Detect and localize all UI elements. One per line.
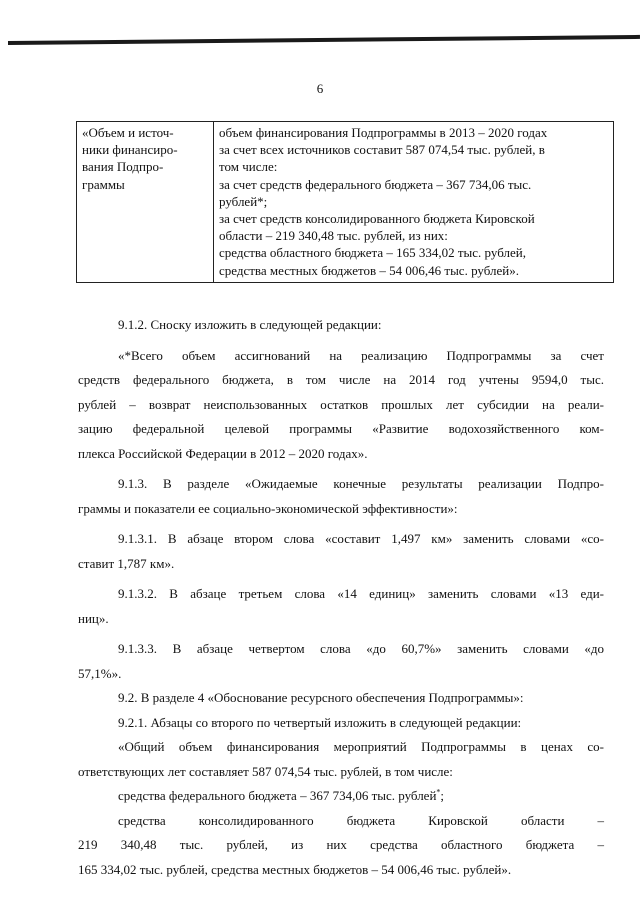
text-line: 219 340,48 тыс. рублей, из них средства областного бюджета – <box>78 837 604 852</box>
text-line: 9.1.3.1. В абзаце втором слова «составит 1,497 км» заменить словами «со- <box>118 531 604 546</box>
paragraph-9-1-2 <box>78 313 604 338</box>
paragraph-consolidated-budget <box>78 809 604 883</box>
header-rule <box>8 35 640 45</box>
table-value-line: том числе: <box>219 159 278 175</box>
table-value-line: рублей*; <box>219 193 268 209</box>
paragraph-9-1-3 <box>78 472 604 521</box>
page-number: 6 <box>316 81 324 96</box>
text-line: граммы и показатели ее социально-экономической эффективности»: <box>78 500 458 516</box>
paragraph-9-2 <box>78 686 604 711</box>
paragraph-footnote-text <box>78 344 604 467</box>
text-line: 9.1.3.2. В абзаце третьем слова «14 единиц» заменить словами «13 еди- <box>118 586 604 601</box>
text-line: средства консолидированного бюджета Кировской области – <box>118 812 604 828</box>
federal-budget-tail: ; <box>440 788 445 803</box>
text-line: ответствующих лет составляет 587 074,54 тыс. рублей, в том числе: <box>78 763 453 779</box>
table-value-line: объем финансирования Подпрограммы в 2013 – 2020 годах <box>219 125 548 140</box>
text-line: 9.1.3. В разделе «Ожидаемые конечные результаты реализации Подпро- <box>118 476 604 491</box>
table-value-line: за счет средств консолидированного бюджета Кировской <box>219 211 535 227</box>
document-body <box>78 313 604 882</box>
table-value-line: средства местных бюджетов – 54 006,46 тыс. рублей». <box>219 262 519 278</box>
paragraph-9-2-1 <box>78 711 604 736</box>
federal-budget-text: средства федерального бюджета – 367 734,06 тыс. рублей <box>118 788 437 803</box>
text-line: ставит 1,787 км». <box>78 555 175 571</box>
footnote-mark: * <box>436 787 441 797</box>
text-line: «Общий объем финансирования мероприятий Подпрограммы в ценах со- <box>118 739 604 754</box>
text-line <box>78 784 604 809</box>
table-value-line: за счет всех источников составит 587 074,54 тыс. рублей, в <box>219 142 545 158</box>
table-label-cell <box>77 122 214 283</box>
table-label-line: ники финансиро- <box>82 142 178 158</box>
text-line: зацию федеральной целевой программы «Развитие водохозяйственного ком- <box>78 421 604 436</box>
paragraph-9-1-3-2 <box>78 582 604 631</box>
paragraph-total-financing <box>78 735 604 784</box>
table-label-line: вания Подпро- <box>82 159 164 175</box>
text-line: рублей – возврат неиспользованных остатков прошлых лет субсидии на реали- <box>78 396 604 412</box>
text-line: 9.1.2. Сноску изложить в следующей редакции: <box>118 317 382 332</box>
text-line: «*Всего объем ассигнований на реализацию Подпрограммы за счет <box>118 347 604 363</box>
paragraph-9-1-3-1 <box>78 527 604 576</box>
paragraph-federal-budget <box>78 784 604 809</box>
text-line: средств федерального бюджета, в том числе на 2014 год учтены 9594,0 тыс. <box>78 372 604 387</box>
table-value-cell <box>214 122 614 283</box>
text-line: 9.2.1. Абзацы со второго по четвертый изложить в следующей редакции: <box>118 714 522 730</box>
text-line: 9.1.3.3. В абзаце четвертом слова «до 60,7%» заменить словами «до <box>118 641 604 656</box>
text-line: 9.2. В разделе 4 «Обоснование ресурсного обеспечения Подпрограммы»: <box>118 690 524 705</box>
table-row <box>77 122 614 283</box>
table-label-line: «Объем и источ- <box>82 125 174 140</box>
paragraph-9-1-3-3 <box>78 637 604 686</box>
text-line: ниц». <box>78 610 109 626</box>
table-label-line: граммы <box>82 176 125 192</box>
financing-table <box>76 121 614 283</box>
table-value-line: средства областного бюджета – 165 334,02 тыс. рублей, <box>219 245 526 261</box>
table-value-line: области – 219 340,48 тыс. рублей, из них: <box>219 228 448 244</box>
text-line: 57,1%». <box>78 665 122 681</box>
table-value-line: за счет средств федерального бюджета – 367 734,06 тыс. <box>219 176 532 192</box>
text-line: 165 334,02 тыс. рублей, средства местных бюджетов – 54 006,46 тыс. рублей». <box>78 861 512 877</box>
text-line: плекса Российской Федерации в 2012 – 2020 годах». <box>78 445 368 461</box>
